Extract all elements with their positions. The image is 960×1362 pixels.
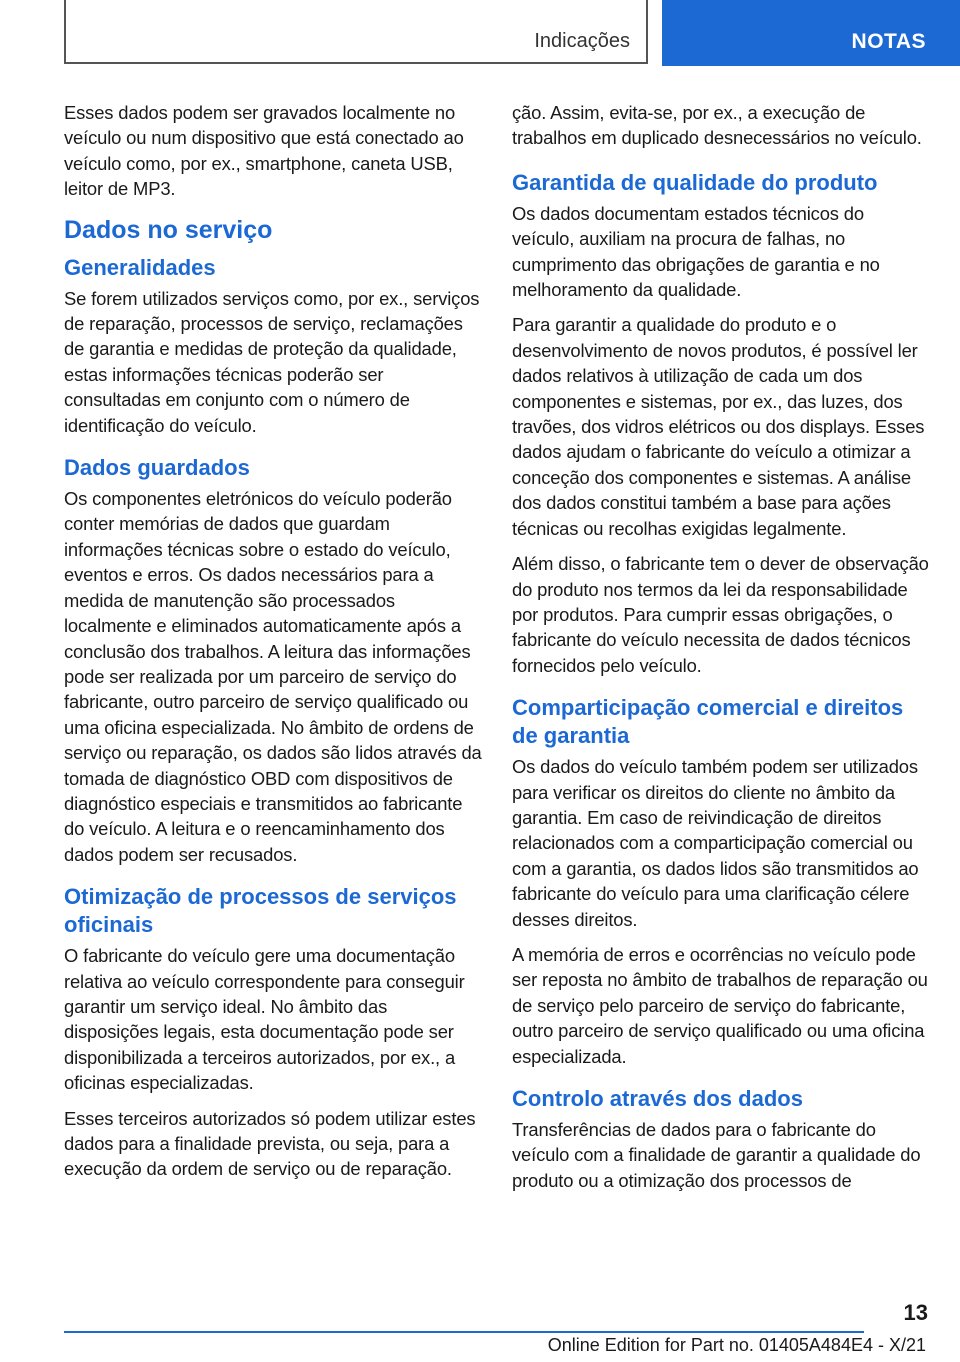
footer-edition-text: Online Edition for Part no. 01405A484E4 - X/21 [547,1335,926,1355]
paragraph-comparticipacao-1: Os dados do veículo também podem ser utilizados para verificar os direitos do cliente no âmbito da garantia. Em caso de reivindicação de direitos relacionados com a comparticipação comercial ou com a garantia, os dados lidos são transmitidos ao fabricante do veículo para uma clarificação célere desses direitos. [512,756,919,930]
paragraph-garantia-1: Os dados documentam estados técnicos do veículo, auxiliam na procura de falhas, no cumprimento das obrigações de garantia e no melhoramento da qualidade. [512,202,880,301]
paragraph-generalidades: Se forem utilizados serviços como, por ex., serviços de reparação, processos de serviço, reclamações de garantia e medidas de proteção da qualidade, estas informações técnicas poderão ser consultadas em conjunto com o número de identificação do veículo. [64,287,480,436]
paragraph-garantia-2: Para garantir a qualidade do produto e o desenvolvimento de novos produtos, é possível ler dados relativos à utilização de cada um dos componentes e sistemas, por ex., das luzes, dos travões, dos vidros elétricos ou dos displays. Esses dados ajudam o fabricante do veículo a otimizar a conceção dos componentes e sistemas. A análise dos dados constitui também a base para ações técnicas ou recolhas exigidas legalmente. [512,314,925,539]
footer-divider [64,1331,864,1333]
header-chapter-label: NOTAS [851,30,926,53]
paragraph-garantia-3: Além disso, o fabricante tem o dever de observação do produto nos termos da lei da responsabilidade por produtos. Para cumprir essas obrigações, o fabricante do veículo necessita de dados técnicos fornecidos pelo veículo. [512,553,929,676]
heading-otimizacao: Otimização de processos de serviços oficinais [64,884,457,938]
paragraph-intro: Esses dados podem ser gravados localmente no veículo ou num dispositivo que está conectado ao veículo como, por ex., smartphone, caneta USB, leitor de MP3. [64,102,464,200]
heading-garantia-qualidade: Garantida de qualidade do produto [512,169,878,195]
heading-generalidades: Generalidades [64,254,216,280]
heading-dados-guardados: Dados guardados [64,455,250,481]
heading-comparticipacao: Comparticipação comercial e direitos de garantia [512,695,904,749]
heading-controlo: Controlo através dos dados [512,1086,803,1111]
paragraph-controlo: Transferências de dados para o fabricante do veículo com a finalidade de garantir a qualidade do produto ou a otimização dos processos de [512,1119,921,1191]
page-header [0,0,960,66]
header-chapter-tab [662,0,960,66]
paragraph-continuation: ção. Assim, evita-se, por ex., a execução de trabalhos em duplicado desnecessários no veículo. [512,102,922,149]
page-number: 13 [903,1300,928,1325]
right-column [512,100,930,1203]
header-section-box [64,0,648,64]
paragraph-dados-guardados: Os componentes eletrónicos do veículo poderão conter memórias de dados que guardam informações técnicas sobre o estado do veículo, eventos e erros. Os dados necessários para a medida de manutenção são processados localmente e eliminados automaticamente após a conclusão dos trabalhos. A leitura das informações pode ser realizada por um parceiro de serviço do fabricante, outro parceiro de serviço qualificado ou uma oficina especializada. No âmbito de ordens de serviço ou reparação, os dados são lidos através da tomada de diagnóstico OBD com dispositivos de diagnóstico especiais e transmitidos ao fabricante do veículo. A leitura e o reencaminhamento dos dados podem ser recusados. [64,488,482,865]
paragraph-otimizacao-2: Esses terceiros autorizados só podem utilizar estes dados para a finalidade prevista, ou seja, para a execução da ordem de serviço ou de reparação. [64,1107,476,1180]
paragraph-otimizacao-1: O fabricante do veículo gere uma documentação relativa ao veículo correspondente para conseguir garantir um serviço ideal. No âmbito das disposições legais, esta documentação pode ser disponibilizada a terceiros autorizados, por ex., a oficinas especializadas. [64,945,465,1094]
paragraph-comparticipacao-2: A memória de erros e ocorrências no veículo pode ser reposta no âmbito de trabalhos de reparação ou de serviço pelo parceiro de serviço do fabricante, outro parceiro de serviço qualificado ou uma oficina especializada. [512,943,928,1067]
left-column [64,100,482,1192]
header-section-title: Indicações [534,30,630,52]
heading-dados-servico: Dados no serviço [64,215,273,244]
